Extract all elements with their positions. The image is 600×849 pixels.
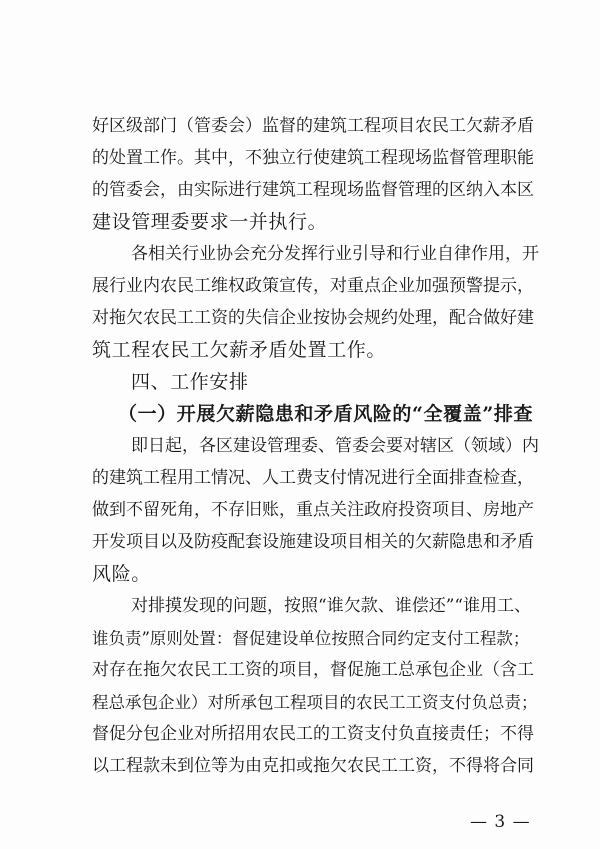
text-line: 谁负责”原则处置：督促建设单位按照合同约定支付工程款； bbox=[92, 629, 530, 648]
text-line: 的处置工作。其中，不独立行使建筑工程现场监督管理职能 bbox=[92, 148, 534, 168]
text-line: 风险。 bbox=[92, 563, 151, 585]
text-line: 做到不留死角，不存旧账，重点关注政府投资项目、房地产 bbox=[92, 500, 534, 520]
subsection-heading: （一）开展欠薪隐患和矛盾风险的“全覆盖”排查 bbox=[118, 403, 534, 425]
text-line: 对存在拖欠农民工工资的项目，督促施工总承包企业（含工 bbox=[92, 660, 534, 680]
page-number: — 3 — bbox=[470, 812, 531, 832]
text-line: 的管委会，由实际进行建筑工程现场监督管理的区纳入本区 bbox=[92, 180, 534, 200]
text-line: 开发项目以及防疫配套设施建设项目相关的欠薪隐患和矛盾 bbox=[92, 532, 534, 552]
text-line: 督促分包企业对所招用农民工的工资支付负直接责任；不得 bbox=[92, 724, 534, 744]
text-line: 好区级部门（管委会）监督的建筑工程项目农民工欠薪矛盾 bbox=[92, 116, 534, 136]
section-heading: 四、工作安排 bbox=[131, 371, 249, 393]
text-line: 对拖欠农民工工资的失信企业按协会规约处理，配合做好建 bbox=[92, 308, 534, 328]
text-line: 即日起，各区建设管理委、管委会要对辖区（领域）内 bbox=[131, 436, 539, 456]
text-line: 筑工程农民工欠薪矛盾处置工作。 bbox=[92, 339, 387, 361]
text-line: 程总承包企业）对所承包工程项目的农民工工资支付负总责； bbox=[92, 693, 538, 712]
text-line: 以工程款未到位等为由克扣或拖欠农民工工资，不得将合同 bbox=[92, 756, 534, 776]
text-line: 展行业内农民工维权政策宣传，对重点企业加强预警提示， bbox=[92, 276, 534, 296]
text-line: 各相关行业协会充分发挥行业引导和行业自律作用，开 bbox=[131, 244, 539, 264]
text-line: 的建筑工程用工情况、人工费支付情况进行全面排查检查， bbox=[92, 468, 534, 488]
text-line: 对排摸发现的问题，按照“谁欠款、谁偿还”“谁用工、 bbox=[131, 596, 532, 616]
text-line: 建设管理委要求一并执行。 bbox=[92, 211, 328, 233]
